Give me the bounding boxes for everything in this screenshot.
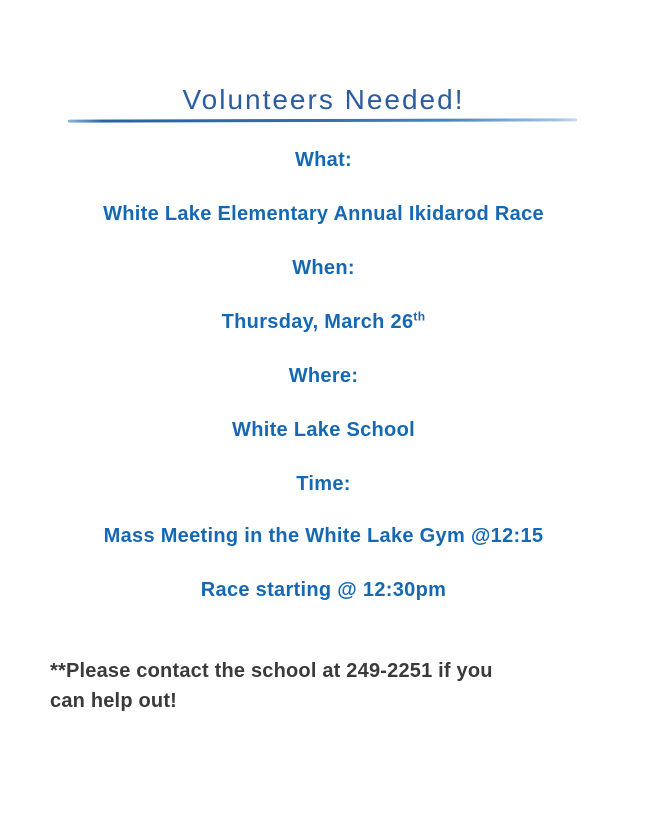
field-label-what: What: bbox=[294, 149, 353, 171]
field-label-where: Where: bbox=[288, 365, 359, 387]
title-underline-rule bbox=[68, 118, 577, 122]
flyer-title: Volunteers Needed! bbox=[182, 84, 465, 115]
field-value-race-start-time: Race starting @ 12:30pm bbox=[200, 579, 447, 601]
event-date-text: Thursday, March 26 bbox=[221, 311, 414, 333]
contact-note-line-2: can help out! bbox=[50, 690, 178, 712]
field-value-event-name: White Lake Elementary Annual Ikidarod Race bbox=[103, 203, 544, 225]
field-label-when: When: bbox=[292, 257, 355, 279]
contact-note bbox=[50, 656, 530, 716]
field-value-location: White Lake School bbox=[232, 419, 415, 441]
contact-note-line-1: **Please contact the school at 249-2251 if you bbox=[50, 660, 493, 682]
field-label-time: Time: bbox=[296, 473, 351, 495]
field-value-meeting-time: Mass Meeting in the White Lake Gym @12:15 bbox=[103, 525, 544, 547]
field-value-event-date bbox=[0, 311, 647, 333]
event-date-ordinal-suffix: th bbox=[413, 309, 426, 324]
